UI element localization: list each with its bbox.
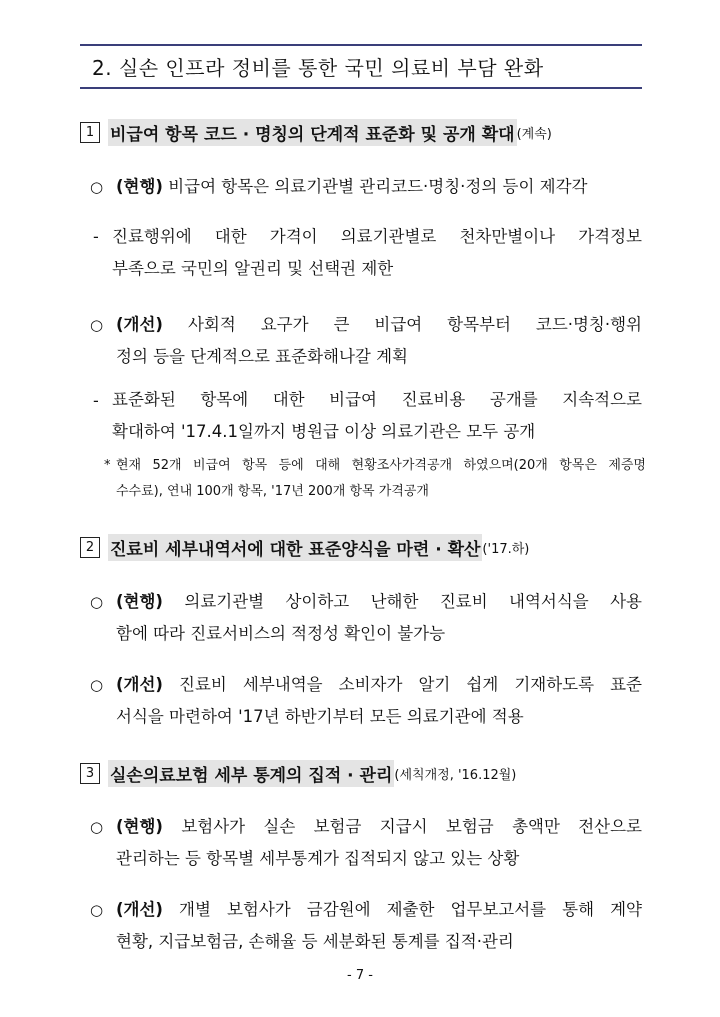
bullet-circle: ○	[90, 676, 104, 694]
bullet-circle: ○	[90, 316, 104, 334]
paragraph-line	[116, 811, 642, 843]
paragraph-improve-2	[116, 669, 642, 733]
paragraph-line: 부족으로 국민의 알권리 및 선택권 제한	[112, 259, 394, 278]
bullet-circle: ○	[90, 818, 104, 836]
paragraph-improve-3	[116, 894, 642, 958]
bullet-circle: ○	[90, 593, 104, 611]
paragraph-text: 진료비 세부내역을 소비자가 알기 쉽게 기재하도록 표준	[179, 675, 642, 694]
paragraph-line	[116, 669, 642, 701]
paragraph-text: 비급여 항목은 의료기관별 관리코드·명칭·정의 등이 제각각	[168, 177, 588, 196]
paragraph-line: 관리하는 등 항목별 세부통계가 집적되지 않고 있는 상황	[116, 849, 520, 868]
label-current: (현행)	[116, 817, 163, 836]
paragraph-line: 서식을 마련하여 '17년 하반기부터 모든 의료기관에 적용	[116, 707, 524, 726]
label-improve: (개선)	[116, 315, 163, 334]
footnote	[116, 453, 646, 505]
label-improve: (개선)	[116, 675, 163, 694]
paragraph-current-2	[116, 586, 642, 650]
paragraph-text: 의료기관별 상이하고 난해한 진료비 내역서식을 사용	[184, 592, 642, 611]
paragraph-line: 확대하여 '17.4.1일까지 병원급 이상 의료기관은 모두 공개	[112, 422, 536, 441]
paragraph-text: 개별 보험사가 금감원에 제출한 업무보고서를 통해 계약	[179, 900, 642, 919]
bullet-circle: ○	[90, 901, 104, 919]
heading-3	[80, 760, 516, 786]
heading-number-box: 3	[80, 763, 100, 784]
heading-note: (계속)	[516, 126, 552, 142]
paragraph-improve-1	[116, 309, 642, 373]
paragraph-line: 표준화된 항목에 대한 비급여 진료비용 공개를 지속적으로	[112, 390, 642, 409]
bullet-dash: -	[93, 227, 99, 246]
heading-text: 진료비 세부내역서에 대한 표준양식을 마련 · 확산	[108, 534, 482, 561]
paragraph-text: 사회적 요구가 큰 비급여 항목부터 코드·명칭·행위	[187, 315, 642, 334]
paragraph-line	[116, 586, 642, 618]
section-title-box	[80, 44, 642, 89]
heading-text: 실손의료보험 세부 통계의 집적 · 관리	[108, 760, 394, 787]
label-improve: (개선)	[116, 900, 163, 919]
paragraph-line: 진료행위에 대한 가격이 의료기관별로 천차만별이나 가격정보	[112, 227, 642, 246]
heading-2	[80, 534, 529, 560]
footnote-line: 수수료), 연내 100개 항목, '17년 200개 항목 가격공개	[116, 484, 429, 499]
heading-number-box: 1	[80, 122, 100, 143]
paragraph-improve-sub-1	[112, 384, 642, 448]
paragraph-line: 현황, 지급보험금, 손해율 등 세분화된 통계를 집적·관리	[116, 932, 514, 951]
paragraph-text: 보험사가 실손 보험금 지급시 보험금 총액만 전산으로	[181, 817, 642, 836]
paragraph-current-3	[116, 811, 642, 875]
heading-text: 비급여 항목 코드 · 명칭의 단계적 표준화 및 공개 확대	[108, 119, 517, 146]
bullet-dash: -	[93, 391, 99, 410]
paragraph-line	[116, 894, 642, 926]
heading-1	[80, 119, 552, 145]
footnote-marker: *	[104, 458, 111, 473]
paragraph-current-1	[116, 171, 646, 203]
paragraph-line: 정의 등을 단계적으로 표준화해나갈 계획	[116, 347, 408, 366]
heading-note: ('17.하)	[482, 541, 530, 557]
heading-note: (세칙개정, '16.12월)	[394, 767, 517, 783]
page-number: - 7 -	[347, 968, 373, 983]
paragraph-line	[116, 309, 642, 341]
section-title: 2. 실손 인프라 정비를 통한 국민 의료비 부담 완화	[92, 56, 544, 80]
heading-number-box: 2	[80, 537, 100, 558]
paragraph-line: 함에 따라 진료서비스의 적정성 확인이 불가능	[116, 624, 446, 643]
label-current: (현행)	[116, 177, 163, 196]
label-current: (현행)	[116, 592, 163, 611]
footnote-line: 현재 52개 비급여 항목 등에 대해 현황조사가격공개 하였으며(20개 항목은 제증명	[116, 458, 646, 473]
paragraph-current-sub-1	[112, 221, 642, 285]
bullet-circle: ○	[90, 178, 104, 196]
